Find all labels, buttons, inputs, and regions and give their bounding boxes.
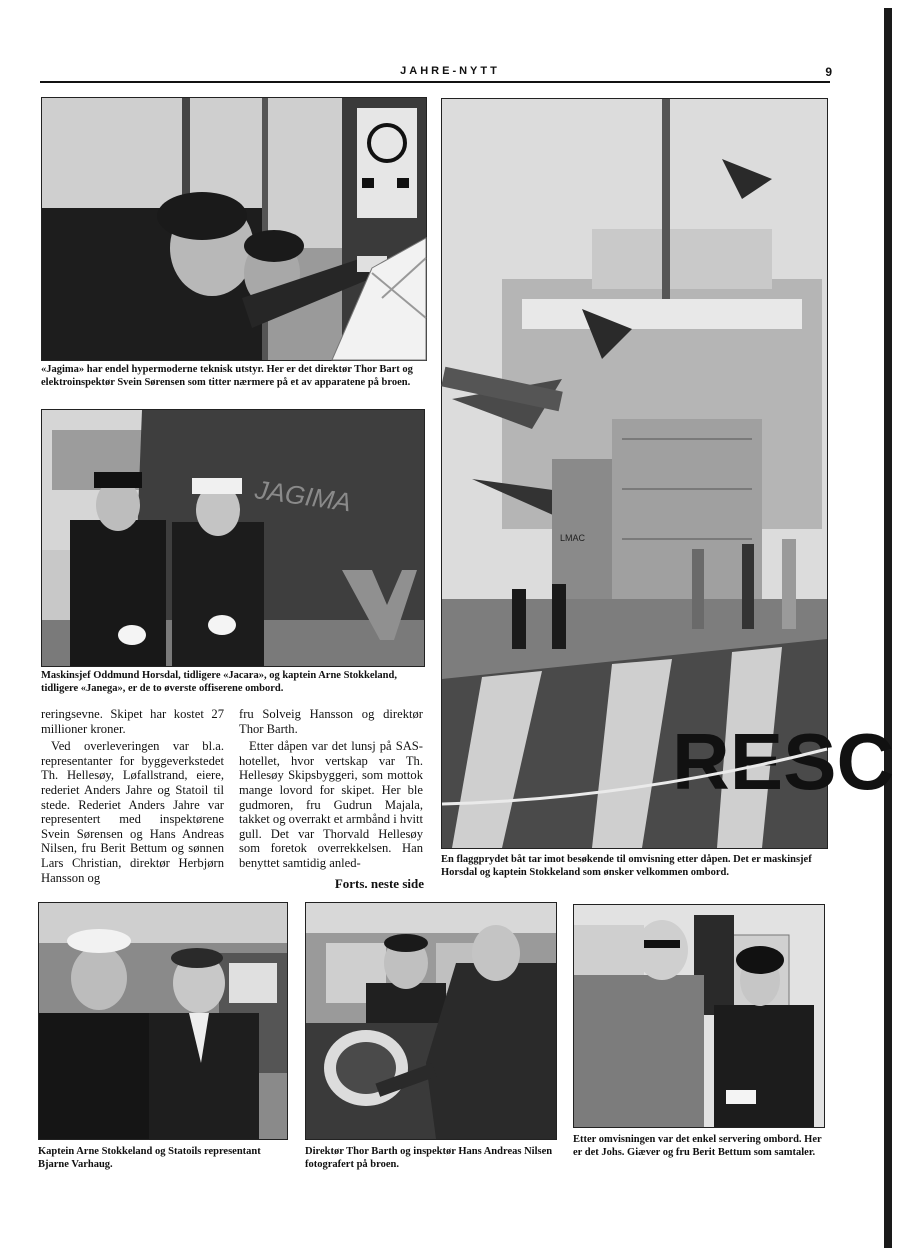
hull-lettering-jagima: JAGIMA — [253, 474, 354, 518]
photo-caption: Kaptein Arne Stokkeland og Statoils representant Bjarne Varhaug. — [38, 1146, 261, 1170]
hull-lettering-resc: RESC — [672, 717, 895, 806]
photo-caption: Direktør Thor Barth og inspektør Hans Andreas Nilsen fotografert på broen. — [305, 1146, 553, 1170]
article-paragraph: Ved overleveringen var bl.a. representanter for byggeverkstedet Th. Hellesøy, Løfallstrand, eiere, rederiet Anders Jahre og Statoil til stede. Rederiet Anders Jahre var representert med inspektørene Svein Sørensen og Hans Andreas Nilsen, fru Berit Bettum og sønnen Lars Christian, direktør Herbjørn Hansson og — [41, 739, 224, 885]
article-column-1 — [41, 707, 224, 888]
page-edge-shadow — [884, 8, 892, 1248]
photo-caption: Etter omvisningen var det enkel servering ombord. Her er det Johs. Giæver og fru Berit Bettum som samtaler. — [573, 1134, 822, 1158]
photo-director-and-inspector — [305, 902, 557, 1140]
photo-caption: En flaggprydet båt tar imot besøkende til omvisning etter dåpen. Det er maskinsjef Horsdal og kaptein Stokkeland som ønsker velkommen ombord. — [441, 854, 812, 878]
photo-captain-and-representative — [38, 902, 288, 1140]
header-rule — [40, 81, 830, 83]
photo-flagged-ship — [441, 98, 895, 849]
publication-title: JAHRE-NYTT — [400, 65, 500, 77]
article-paragraph: fru Solveig Hansson og direktør Thor Barth. — [239, 707, 423, 736]
page-number: 9 — [825, 65, 832, 79]
article-paragraph: reringsevne. Skipet har kostet 27 millioner kroner. — [41, 707, 224, 736]
photo-officers-at-hull — [41, 409, 425, 667]
photo-caption: «Jagima» har endel hypermoderne teknisk utstyr. Her er det direktør Thor Bart og elektroinspektør Svein Sørensen som titter nærmere på et av apparatene på broen. — [41, 364, 413, 388]
continued-next-page: Forts. neste side — [334, 876, 424, 891]
article-paragraph: Etter dåpen var det lunsj på SAS-hotellet, hvor vertskap var Th. Hellesøy Skipsbyggeri, som mottok mange lovord for skipet. Her ble gudmoren, fru Gudrun Majala, takket og overrakt et armbånd i hvitt gull. Det var Thorvald Hellesøy som foretok overrekkelsen. Han benyttet samtidig anled- — [239, 739, 423, 870]
article-column-2 — [239, 707, 423, 874]
photo-caption: Maskinsjef Oddmund Horsdal, tidligere «Jacara», og kaptein Arne Stokkeland, tidligere «Janega», er de to øverste offiserene ombord. — [41, 670, 397, 694]
funnel-lettering: LMAC — [560, 533, 586, 543]
photo-bridge-instruments — [41, 97, 427, 361]
photo-serving-onboard — [573, 904, 825, 1128]
